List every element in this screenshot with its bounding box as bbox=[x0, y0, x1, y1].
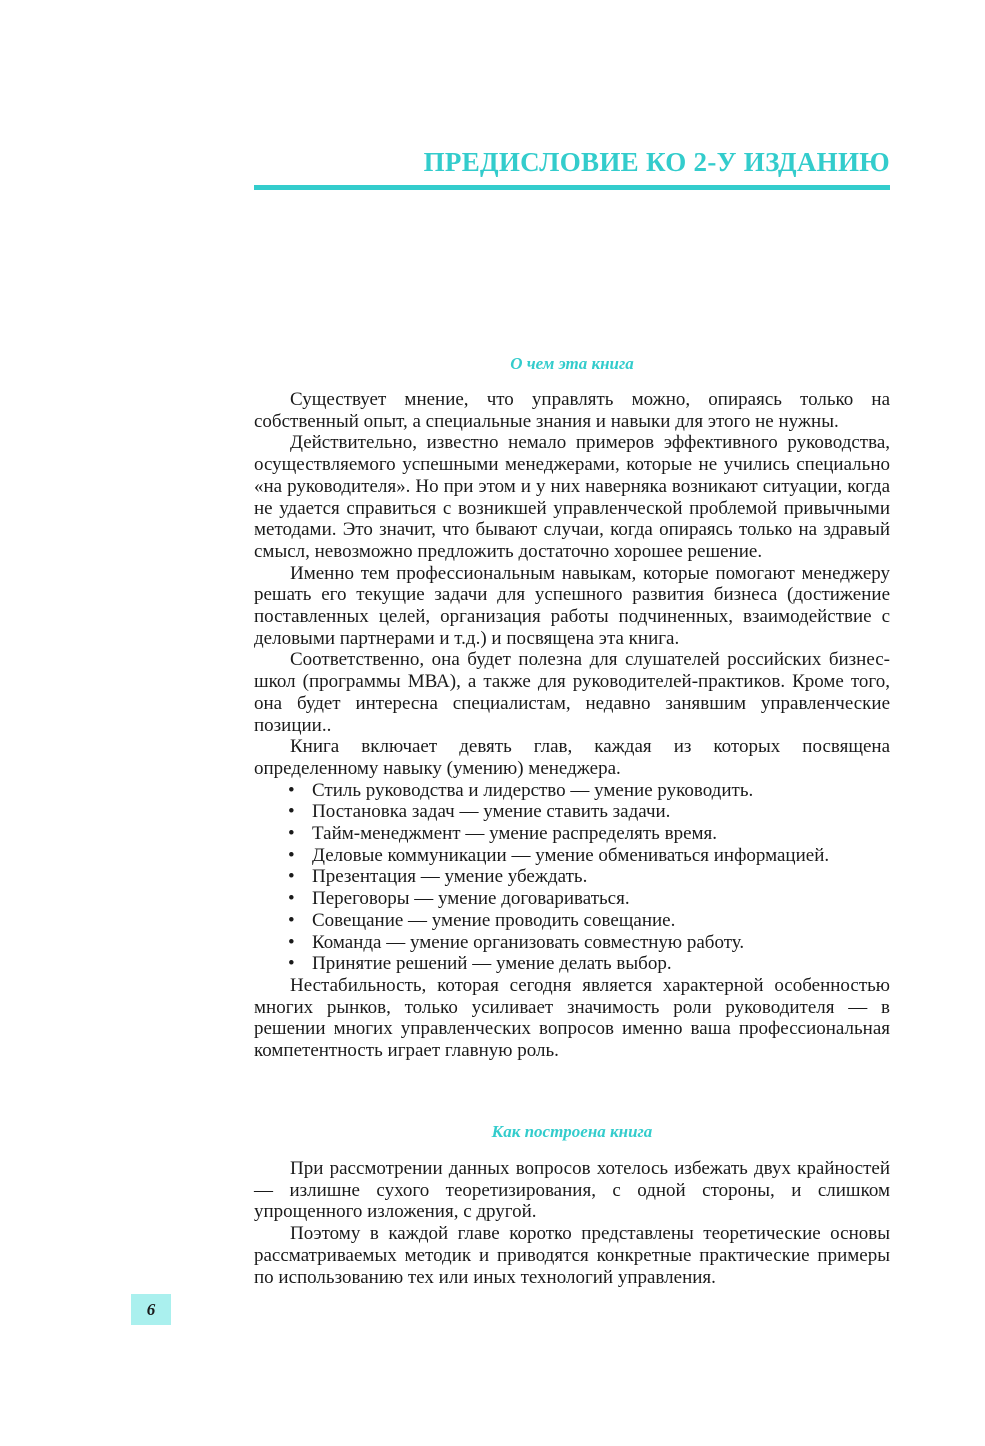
list-item-text: Деловые коммуникации — умение обмениваться информацией. bbox=[312, 844, 830, 866]
list-item-text: Совещание — умение проводить совещание. bbox=[312, 909, 676, 931]
list-item bbox=[254, 866, 890, 888]
list-item-text: Тайм-менеджмент — умение распределять время. bbox=[312, 823, 718, 845]
list-item bbox=[254, 780, 890, 802]
bullet-icon: • bbox=[288, 909, 295, 931]
list-item bbox=[254, 823, 890, 845]
list-item-text: Стиль руководства и лидерство — умение руководить. bbox=[312, 779, 754, 801]
chapter-title-rule bbox=[254, 185, 890, 190]
section-body-book-structure bbox=[254, 1158, 890, 1288]
list-item-text: Постановка задач — умение ставить задачи. bbox=[312, 801, 671, 823]
bullet-icon: • bbox=[288, 779, 295, 801]
bullet-icon: • bbox=[288, 823, 295, 845]
bullet-icon: • bbox=[288, 931, 295, 953]
list-item bbox=[254, 888, 890, 910]
section-heading-book-structure: Как построена книга bbox=[491, 1122, 653, 1141]
list-item bbox=[254, 932, 890, 954]
list-item-text: Принятие решений — умение делать выбор. bbox=[312, 953, 672, 975]
paragraph: При рассмотрении данных вопросов хотелось избежать двух крайностей — излишне сухого теоретизирования, с одной стороны, и слишком упрощенного изложения, с другой. bbox=[254, 1158, 890, 1223]
paragraph: Существует мнение, что управлять можно, опираясь только на собственный опыт, а специальные знания и навыки для этого не нужны. bbox=[254, 389, 890, 432]
page-number: 6 bbox=[131, 1294, 171, 1325]
bullet-icon: • bbox=[288, 866, 295, 888]
section-heading-about-book: О чем эта книга bbox=[510, 354, 634, 373]
list-item bbox=[254, 845, 890, 867]
section-body-about-book bbox=[254, 389, 890, 1062]
list-item-text: Переговоры — умение договариваться. bbox=[312, 888, 630, 910]
paragraph: Нестабильность, которая сегодня является характерной особенностью многих рынков, только усиливает значимость роли руководителя — в решении многих управленческих вопросов именно ваша профессиональная компетентность играет главную роль. bbox=[254, 974, 890, 1062]
list-item-text: Презентация — умение убеждать. bbox=[312, 866, 588, 888]
list-item-text: Команда — умение организовать совместную работу. bbox=[312, 931, 745, 953]
bullet-icon: • bbox=[288, 844, 295, 866]
list-item bbox=[254, 801, 890, 823]
bullet-icon: • bbox=[288, 888, 295, 910]
bullet-icon: • bbox=[288, 801, 295, 823]
paragraph: Действительно, известно немало примеров эффективного руководства, осуществляемого успешными менеджерами, которые не учились специально «на руководителя». Но при этом и у них наверняка возникают ситуации, когда не удается справиться с возникшей управленческой проблемой привычными методами. Это значит, что бывают случаи, когда опираясь только на здравый смысл, невозможно предложить достаточно хорошее решение. bbox=[254, 432, 890, 562]
paragraph: Книга включает девять глав, каждая из которых посвящена определенному навыку (умению) менеджера. bbox=[254, 736, 890, 779]
skills-list bbox=[254, 780, 890, 975]
list-item bbox=[254, 910, 890, 932]
chapter-title: ПРЕДИСЛОВИЕ КО 2-У ИЗДАНИЮ bbox=[423, 147, 890, 177]
paragraph: Соответственно, она будет полезна для слушателей российских бизнес-школ (программы МВА), а также для руководителей-практиков. Кроме того, она будет интересна специалистам, недавно занявшим управленческие позиции.. bbox=[254, 649, 890, 736]
paragraph: Именно тем профессиональным навыкам, которые помогают менеджеру решать его текущие задачи для успешного развития бизнеса (достижение поставленных целей, организация работы подчиненных, взаимодействие с деловыми партнерами и т.д.) и посвящена эта книга. bbox=[254, 562, 890, 649]
paragraph: Поэтому в каждой главе коротко представлены теоретические основы рассматриваемых методик и приводятся конкретные практические примеры по использованию тех или иных технологий управления. bbox=[254, 1223, 890, 1288]
list-item bbox=[254, 953, 890, 975]
bullet-icon: • bbox=[288, 953, 295, 975]
